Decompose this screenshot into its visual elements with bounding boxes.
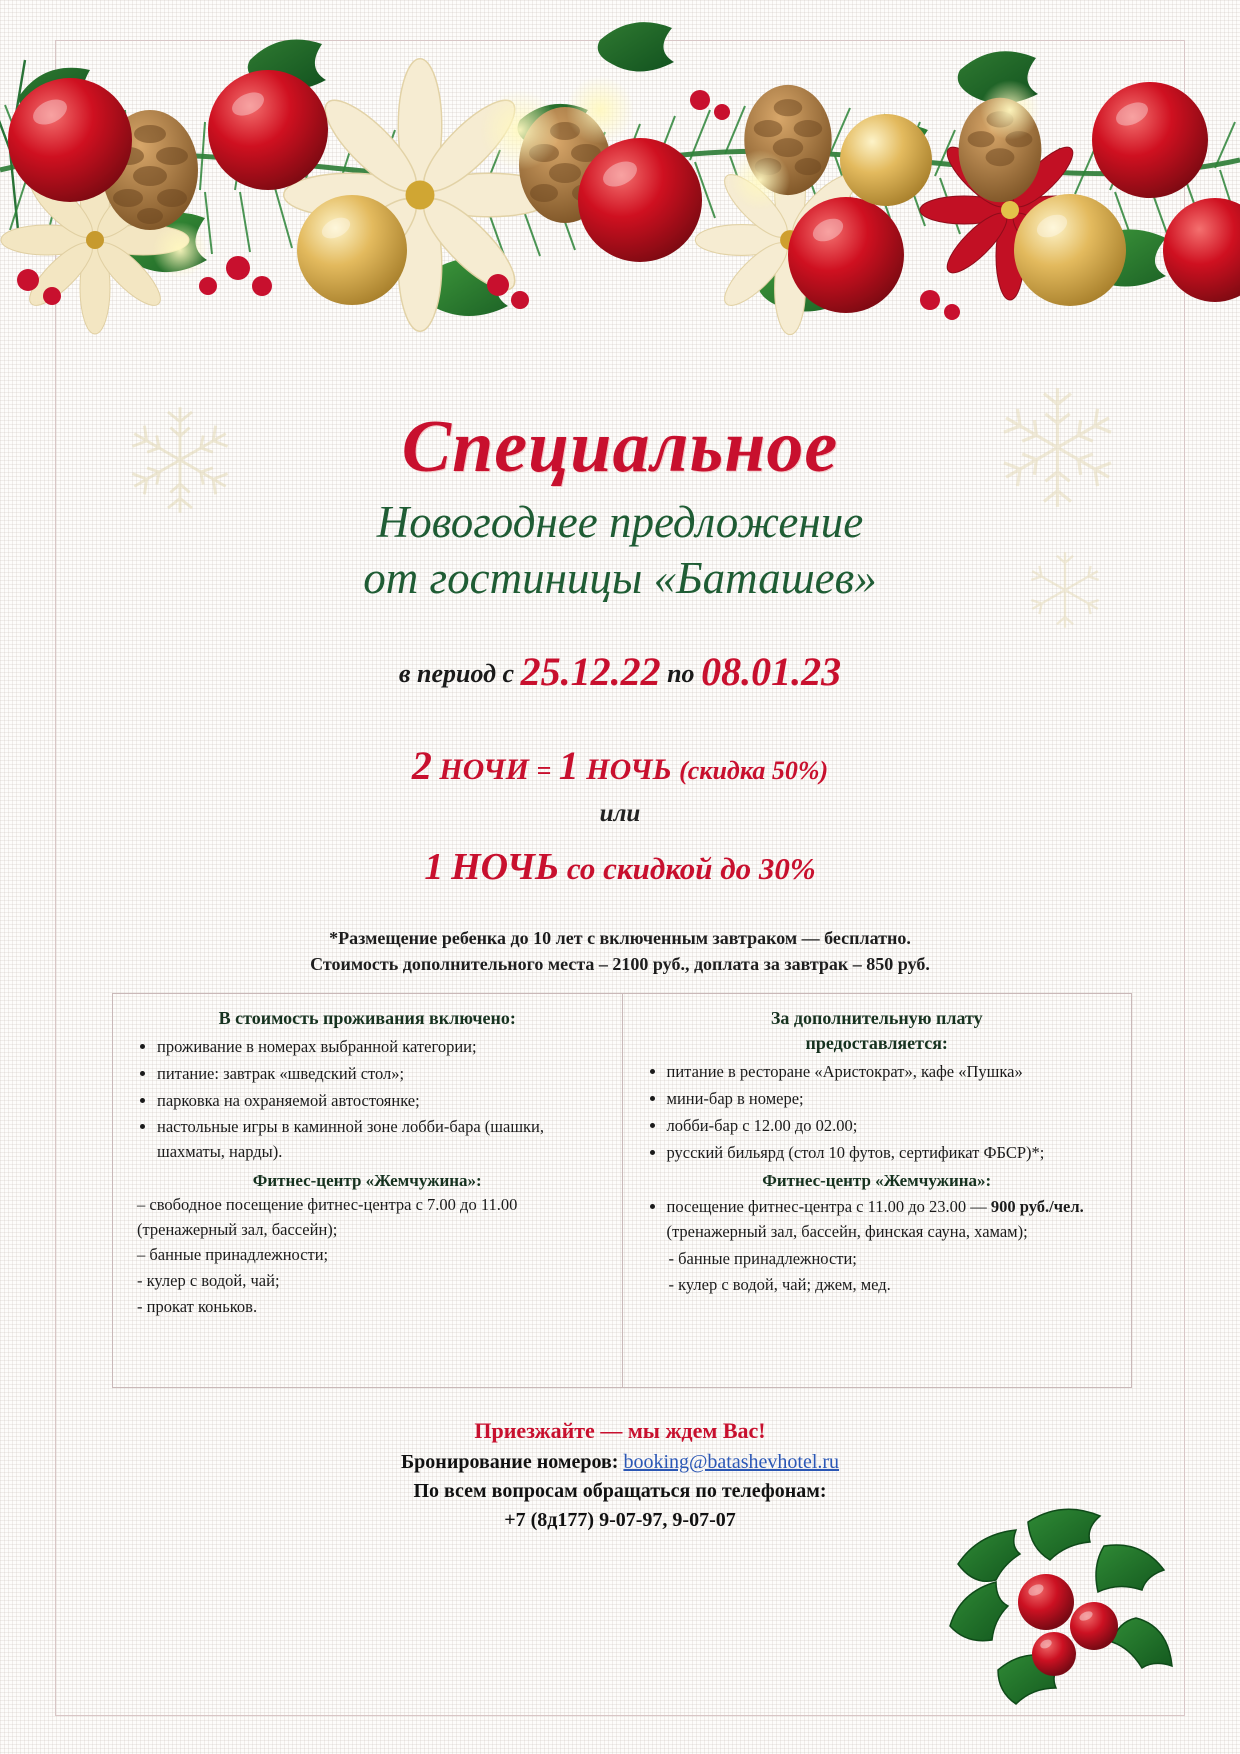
phones-label: По всем вопросам обращаться по телефонам: xyxy=(413,1480,827,1502)
call-to-action: Приезжайте — мы ждем Вас! xyxy=(474,1418,766,1443)
footnote-line-2: Стоимость дополнительного места – 2100 руб., доплата за завтрак – 850 руб. xyxy=(310,954,930,975)
offer-primary-word-1: НОЧИ xyxy=(439,753,529,786)
page-title: Специальное xyxy=(401,406,839,488)
list-item xyxy=(667,1195,1114,1245)
extra-list xyxy=(641,1060,1114,1165)
offer-secondary-number: 1 xyxy=(424,846,444,888)
included-list xyxy=(131,1035,604,1165)
extra-title-line-2: предоставляется: xyxy=(805,1033,948,1054)
details-box xyxy=(112,993,1132,1388)
extra-fitness-text-2: (тренажерный зал, бассейн, финская сауна, хамам); xyxy=(666,1222,1028,1242)
extra-title-line-1: За дополнительную плату xyxy=(770,1008,983,1028)
booking-email-link[interactable]: booking@batashevhotel.ru xyxy=(623,1451,840,1473)
included-column xyxy=(113,994,623,1387)
included-fitness-line: - кулер с водой, чай; xyxy=(137,1271,280,1291)
holly-berries-decoration xyxy=(928,1494,1188,1714)
period-date-from: 25.12.22 xyxy=(520,649,661,694)
period-middle: по xyxy=(667,659,695,688)
included-fitness-title: Фитнес-центр «Жемчужина»: xyxy=(252,1170,482,1190)
extra-fitness-title: Фитнес-центр «Жемчужина»: xyxy=(762,1171,992,1191)
footnote xyxy=(0,925,1240,977)
offer-primary-word-2: НОЧЬ xyxy=(586,753,672,786)
included-fitness-line: – свободное посещение фитнес-центра с 7.00 до 11.00 (тренажерный зал, бассейн); xyxy=(137,1194,518,1239)
extra-fitness-line: - банные принадлежности; xyxy=(668,1248,857,1268)
extra-charge-column xyxy=(623,994,1132,1387)
list-item: • русский бильярд (стол 10 футов, сертификат ФБСР)*; xyxy=(667,1141,1114,1166)
subtitle-line-1: Новогоднее предложение xyxy=(376,497,864,547)
footnote-line-1: *Размещение ребенка до 10 лет с включенным завтраком — бесплатно. xyxy=(329,928,911,948)
list-item: • питание: завтрак «шведский стол»; xyxy=(157,1062,604,1087)
period-date-to: 08.01.23 xyxy=(701,649,842,694)
extra-title xyxy=(641,1006,1114,1056)
extra-fitness-line: - кулер с водой, чай; джем, мед. xyxy=(668,1274,891,1294)
offer-primary-equals: = xyxy=(536,756,552,785)
christmas-garland-decoration xyxy=(0,0,1240,370)
offer-secondary xyxy=(0,845,1240,889)
extra-fitness-list xyxy=(641,1195,1114,1245)
list-item: • питание в ресторане «Аристократ», кафе «Пушка» xyxy=(667,1060,1114,1085)
offer-primary-number-2: 1 xyxy=(558,743,579,788)
list-item: • проживание в номерах выбранной категории; xyxy=(157,1035,604,1060)
offer-secondary-word: НОЧЬ xyxy=(451,846,560,888)
extra-fitness-price: 900 руб./чел. xyxy=(990,1197,1084,1217)
subtitle-line-2: от гостиницы «Баташев» xyxy=(363,553,877,603)
offer-period xyxy=(0,648,1240,695)
included-fitness-line: – банные принадлежности; xyxy=(137,1245,329,1265)
included-fitness-line: - прокат коньков. xyxy=(137,1296,258,1316)
booking-label: Бронирование номеров: xyxy=(400,1451,619,1473)
included-title: В стоимость проживания включено: xyxy=(218,1008,516,1028)
offer-primary-discount: (скидка 50%) xyxy=(679,756,829,785)
offer-secondary-rest: со скидкой до 30% xyxy=(566,851,816,886)
phones-value: +7 (8д177) 9-07-97, 9-07-07 xyxy=(504,1509,736,1531)
booking-line xyxy=(0,1448,1240,1477)
period-prefix: в период с xyxy=(398,659,515,688)
offer-separator-or: или xyxy=(599,800,641,827)
list-item: • настольные игры в каминной зоне лобби-бара (шашки, шахматы, нарды). xyxy=(157,1115,604,1165)
list-item: • лобби-бар с 12.00 до 02.00; xyxy=(667,1114,1114,1139)
list-item: • парковка на охраняемой автостоянке; xyxy=(157,1089,604,1114)
extra-fitness-text-1: посещение фитнес-центра с 11.00 до 23.00 — xyxy=(666,1197,987,1217)
offer-primary-number-1: 2 xyxy=(411,743,432,788)
list-item: • мини-бар в номере; xyxy=(667,1087,1114,1112)
offer-primary xyxy=(0,742,1240,789)
